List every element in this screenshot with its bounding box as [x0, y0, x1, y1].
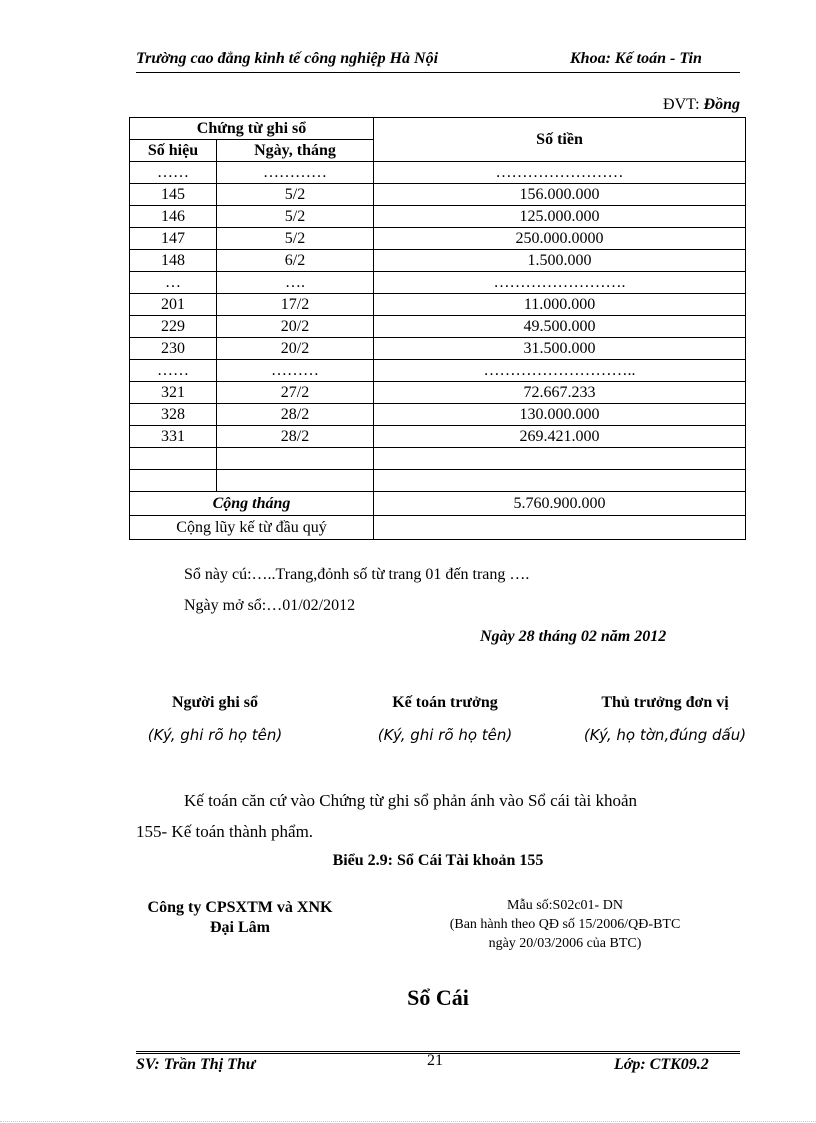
table-row	[130, 272, 746, 294]
total-label: Cộng tháng	[130, 492, 374, 516]
table-row	[130, 338, 746, 360]
table-row	[130, 382, 746, 404]
unit-value: Đồng	[703, 96, 740, 113]
total-row	[130, 492, 746, 516]
cell-num: 328	[130, 404, 217, 426]
open-date: Ngày mở sổ:…01/02/2012	[184, 597, 356, 614]
number-header: Số hiệu	[130, 140, 217, 162]
cell-date: 27/2	[217, 382, 374, 404]
page-number: 21	[427, 1052, 443, 1069]
table-row	[130, 470, 746, 492]
cell-date: 6/2	[217, 250, 374, 272]
cell-date: ………	[217, 360, 374, 382]
cell-num: 145	[130, 184, 217, 206]
cell-amount: 1.500.000	[374, 250, 746, 272]
cell-num: 331	[130, 426, 217, 448]
header-divider	[136, 72, 740, 73]
book-note: Sổ này cú:…..Trang,đỏnh số từ trang 01 đến trang ….	[184, 566, 530, 583]
cell-num: 230	[130, 338, 217, 360]
form-issued-by: (Ban hành theo QĐ số 15/2006/QĐ-BTC	[449, 917, 681, 932]
cell-num: 147	[130, 228, 217, 250]
cell-date	[217, 470, 374, 492]
cell-amount: 269.421.000	[374, 426, 746, 448]
table-body	[130, 162, 746, 492]
table-row	[130, 426, 746, 448]
company-name: Công ty CPSXTM và XNK	[147, 899, 333, 916]
sign-date: Ngày 28 tháng 02 năm 2012	[480, 628, 667, 645]
cell-num	[130, 448, 217, 470]
cell-amount	[374, 470, 746, 492]
signer-chief-accountant-note: (Ký, ghi rõ họ tên)	[377, 726, 513, 744]
cell-amount: 250.000.0000	[374, 228, 746, 250]
cell-amount	[374, 448, 746, 470]
cell-amount: 130.000.000	[374, 404, 746, 426]
signer-head-title: Thủ trưởng đơn vị	[601, 694, 729, 711]
cell-date: ….	[217, 272, 374, 294]
form-info	[395, 896, 735, 953]
cell-date: 28/2	[217, 404, 374, 426]
class-code: Lớp: CTK09.2	[614, 1056, 709, 1073]
table-row	[130, 316, 746, 338]
cell-num	[130, 470, 217, 492]
table-row	[130, 404, 746, 426]
signer-recorder-note: (Ký, ghi rõ họ tên)	[147, 726, 283, 744]
faculty-name: Khoa: Kế toán - Tin	[570, 50, 702, 67]
cumulative-label: Cộng lũy kế từ đầu quý	[130, 516, 374, 540]
cell-amount: ……………………	[374, 162, 746, 184]
cell-num: 321	[130, 382, 217, 404]
cell-amount: 156.000.000	[374, 184, 746, 206]
company-name-line-2: Đại Lâm	[210, 919, 270, 936]
table-row	[130, 250, 746, 272]
ledger-title: Sổ Cái	[407, 985, 469, 1010]
cell-date	[217, 448, 374, 470]
cell-date: 17/2	[217, 294, 374, 316]
cell-amount: 49.500.000	[374, 316, 746, 338]
cell-amount: …………………….	[374, 272, 746, 294]
signer-recorder-title: Người ghi sổ	[171, 694, 259, 711]
cell-num: 146	[130, 206, 217, 228]
paragraph-line-1: Kế toán căn cứ vào Chứng từ ghi sổ phản ánh vào Sổ cái tài khoản	[184, 791, 638, 810]
exhibit-title: Biểu 2.9: Sổ Cái Tài khoản 155	[332, 852, 544, 869]
cell-num: 201	[130, 294, 217, 316]
cell-num: ……	[130, 360, 217, 382]
cell-amount: ………………………..	[374, 360, 746, 382]
signer-chief-accountant-title: Kế toán trưởng	[392, 694, 498, 711]
cell-amount: 72.667.233	[374, 382, 746, 404]
voucher-group-header: Chứng từ ghi sổ	[130, 118, 374, 140]
table-row	[130, 360, 746, 382]
cumulative-row	[130, 516, 746, 540]
cell-num: 229	[130, 316, 217, 338]
form-issued-date: ngày 20/03/2006 của BTC)	[488, 936, 642, 951]
paragraph-line-2: 155- Kế toán thành phẩm.	[136, 822, 314, 841]
unit-label	[663, 96, 740, 114]
signer-head-note: (Ký, họ tờn,đúng dấu)	[583, 726, 747, 744]
cumulative-value	[374, 516, 746, 540]
cell-date: 28/2	[217, 426, 374, 448]
table-row	[130, 448, 746, 470]
cell-num: ……	[130, 162, 217, 184]
cell-num: …	[130, 272, 217, 294]
date-header: Ngày, tháng	[217, 140, 374, 162]
cell-date: 5/2	[217, 184, 374, 206]
school-name: Trường cao đẳng kinh tế công nghiệp Hà Nội	[136, 50, 439, 67]
amount-header: Số tiền	[374, 118, 746, 162]
cell-date: 20/2	[217, 316, 374, 338]
table-row	[130, 228, 746, 250]
cell-amount: 125.000.000	[374, 206, 746, 228]
table-row	[130, 184, 746, 206]
unit-label-text: ĐVT:	[663, 96, 704, 113]
page-bottom-edge	[0, 1121, 816, 1122]
voucher-register-table	[129, 117, 746, 540]
table-row	[130, 294, 746, 316]
company-block	[110, 898, 370, 938]
table-row	[130, 206, 746, 228]
cell-amount: 11.000.000	[374, 294, 746, 316]
cell-date: 20/2	[217, 338, 374, 360]
cell-date: 5/2	[217, 228, 374, 250]
cell-num: 148	[130, 250, 217, 272]
cell-amount: 31.500.000	[374, 338, 746, 360]
student-name: SV: Trần Thị Thư	[136, 1056, 256, 1073]
form-number: Mẫu số:S02c01- DN	[507, 898, 623, 913]
table-row	[130, 162, 746, 184]
cell-date: …………	[217, 162, 374, 184]
total-value: 5.760.900.000	[374, 492, 746, 516]
cell-date: 5/2	[217, 206, 374, 228]
